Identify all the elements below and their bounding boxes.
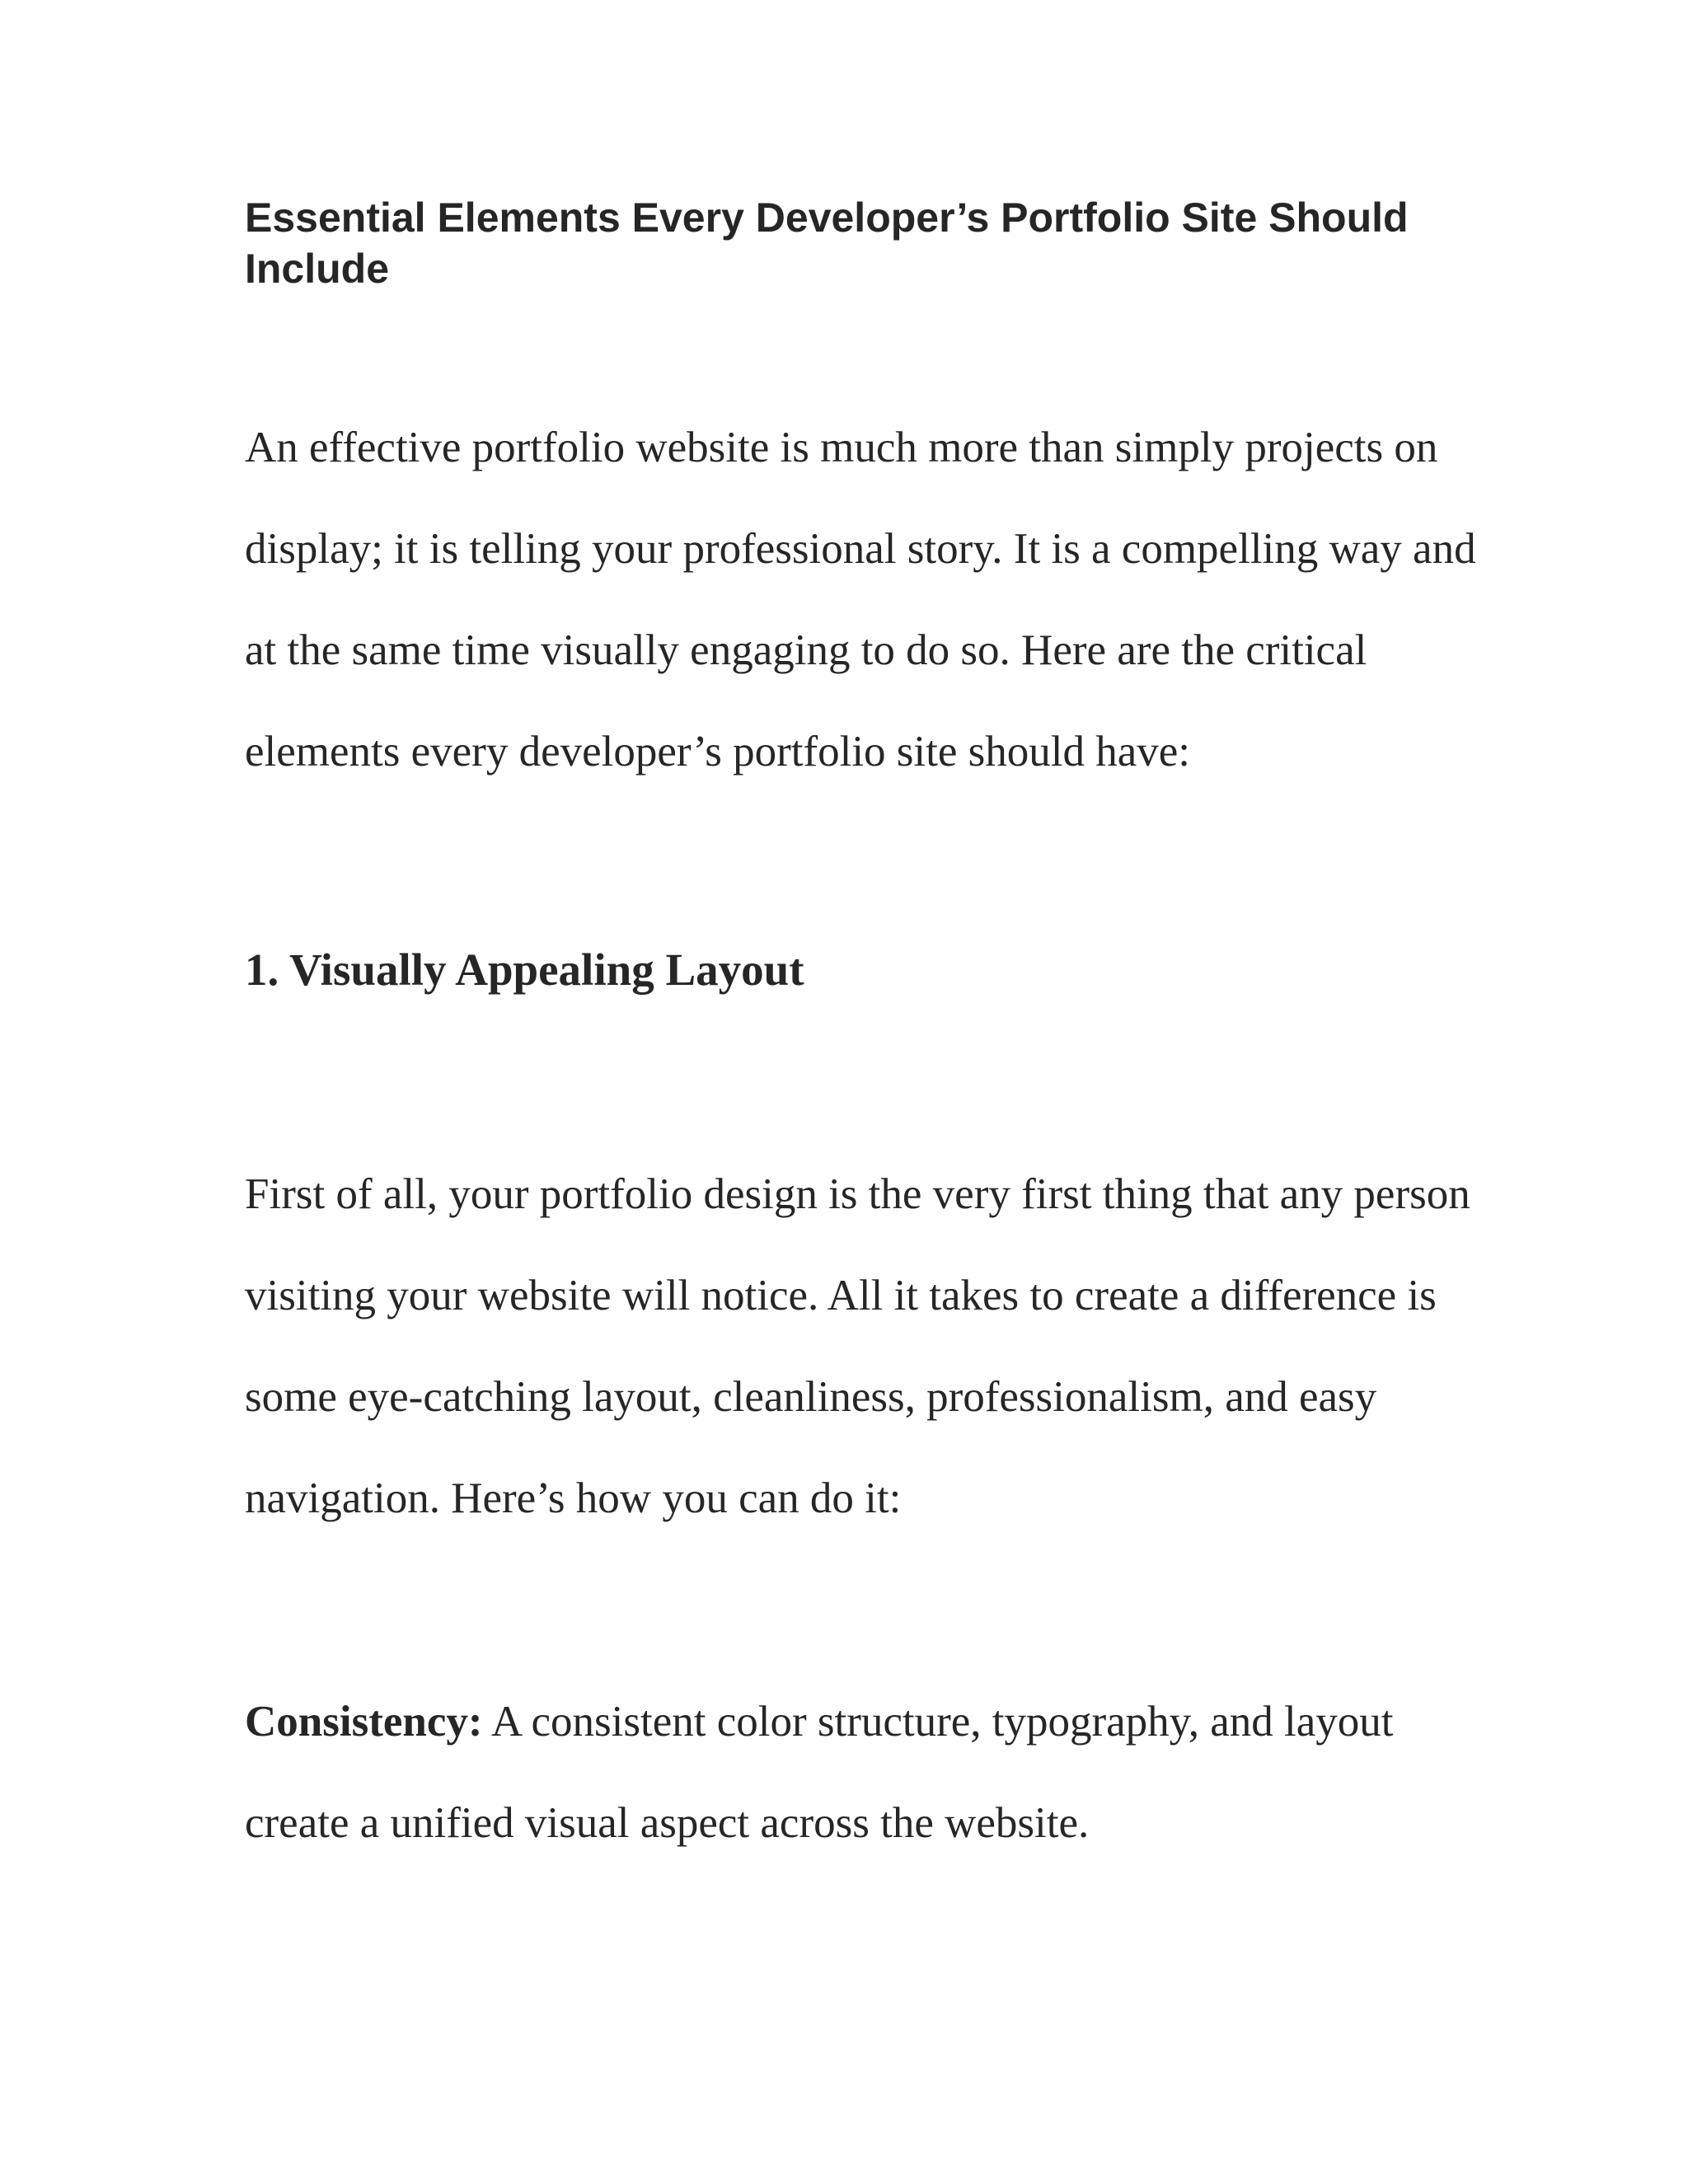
consistency-paragraph — [245, 1671, 1481, 1874]
intro-paragraph: An effective portfolio website is much more than simply projects on display; it is telling your professional story. It is a compelling way and at the same time visually engaging to do so. Here are the critical elements every developer’s portfolio site should have: — [245, 424, 1476, 776]
section-heading-visually-appealing-layout: 1. Visually Appealing Layout — [245, 944, 804, 995]
document-title: Essential Elements Every Developer’s Portfolio Site Should Include — [245, 194, 1409, 292]
section-body-paragraph: First of all, your portfolio design is the very first thing that any person visiting your website will notice. All it takes to create a difference is some eye-catching layout, cleanliness, professionalism, and easy navigation. Here’s how you can do it: — [245, 1170, 1470, 1522]
consistency-term: Consistency: — [245, 1698, 483, 1746]
consistency-text: A consistent color structure, typography, and layout create a unified visual aspect across the website. — [245, 1698, 1394, 1847]
